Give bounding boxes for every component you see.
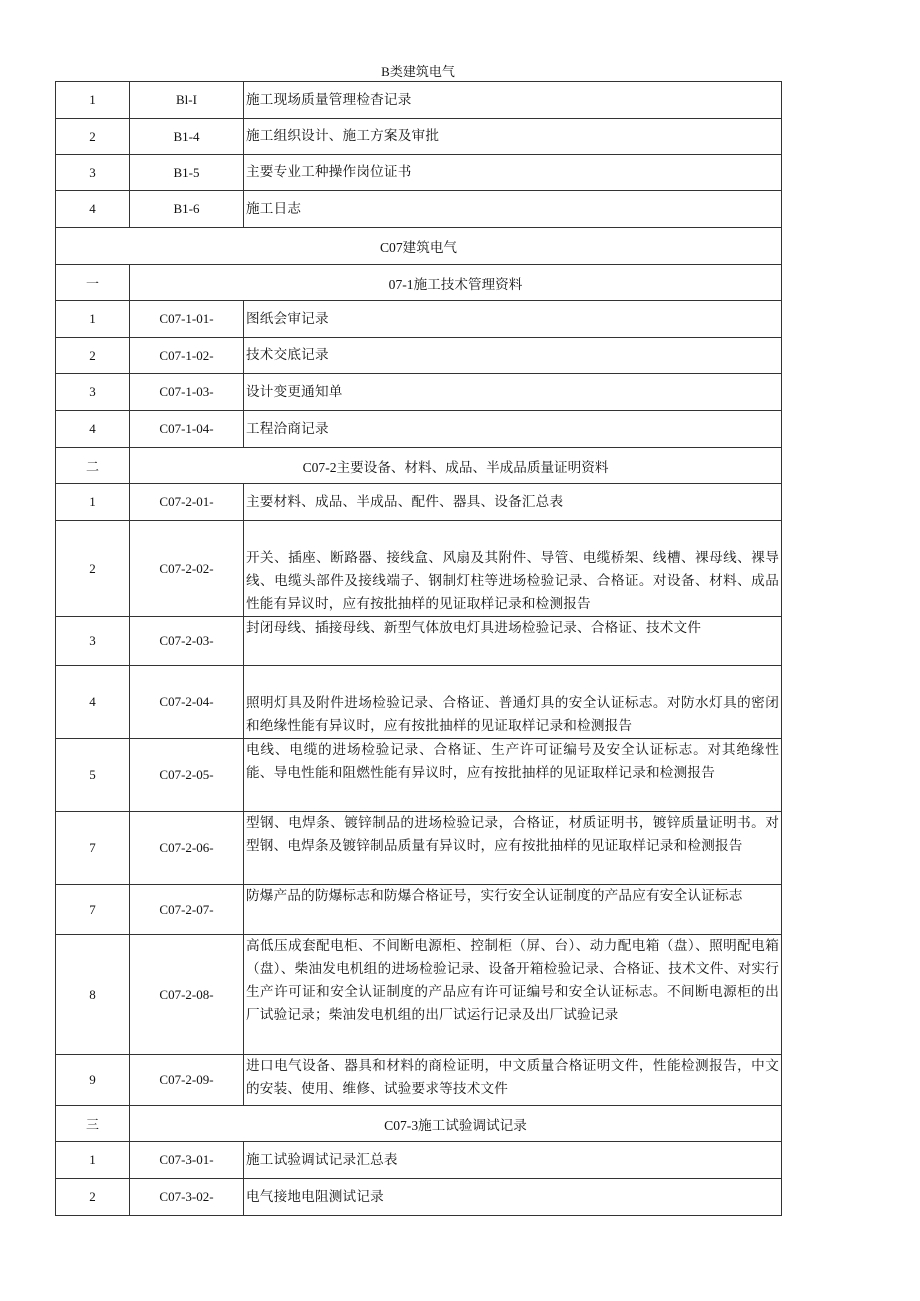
row-number: 7 — [56, 812, 130, 885]
row-code: C07-1-04- — [130, 411, 244, 448]
row-description: 照明灯具及附件进场检验记录、合格证、普通灯具的安全认证标志。对防水灯具的密闭和绝缘性能有异议时，应有按批抽样的见证取样记录和检测报告 — [244, 666, 782, 739]
table-row — [56, 411, 782, 448]
row-description: 进口电气设备、器具和材料的商检证明，中文质量合格证明文件，性能检测报告，中文的安装、使用、维修、试验要求等技术文件 — [244, 1055, 782, 1106]
row-description: 高低压成套配电柜、不间断电源柜、控制柜（屏、台）、动力配电箱（盘）、照明配电箱（盘）、柴油发电机组的进场检验记录、设备开箱检验记录、合格证、技术文件、对实行生产许可证和安全认证制度的产品应有许可证编号和安全认证标志。不间断电源柜的出厂试验记录；柴油发电机组的出厂试运行记录及出厂试验记录 — [244, 935, 782, 1055]
table-row — [56, 1179, 782, 1216]
row-code: C07-1-03- — [130, 374, 244, 411]
row-number: 3 — [56, 374, 130, 411]
table-row — [56, 617, 782, 666]
row-number: 1 — [56, 484, 130, 521]
row-code: C07-1-02- — [130, 338, 244, 374]
row-code: C07-2-05- — [130, 739, 244, 812]
row-description: 图纸会审记录 — [244, 301, 782, 338]
row-number: 1 — [56, 301, 130, 338]
row-description: 施工日志 — [244, 191, 782, 228]
row-code: C07-3-01- — [130, 1142, 244, 1179]
table-row — [56, 666, 782, 739]
section-number: 三 — [56, 1106, 130, 1142]
row-description: 主要专业工种操作岗位证书 — [244, 155, 782, 191]
row-code: C07-2-02- — [130, 521, 244, 617]
row-code: C07-2-08- — [130, 935, 244, 1055]
row-number: 1 — [56, 1142, 130, 1179]
row-number: 1 — [56, 82, 130, 119]
row-code: C07-2-07- — [130, 885, 244, 935]
row-number: 4 — [56, 191, 130, 228]
table-row — [56, 82, 782, 119]
table-row — [56, 739, 782, 812]
row-number: 2 — [56, 1179, 130, 1216]
section-title: C07-3施工试验调试记录 — [130, 1106, 782, 1142]
row-description: 施工组织设计、施工方案及审批 — [244, 119, 782, 155]
table-row — [56, 338, 782, 374]
row-number: 5 — [56, 739, 130, 812]
category-heading-row — [56, 228, 782, 265]
table-row — [56, 301, 782, 338]
table-row — [56, 191, 782, 228]
row-description: 封闭母线、插接母线、新型气体放电灯具进场检验记录、合格证、技术文件 — [244, 617, 782, 666]
section-heading-row — [56, 448, 782, 484]
row-description: 电气接地电阻测试记录 — [244, 1179, 782, 1216]
page-title: B类建筑电气 — [381, 64, 455, 79]
row-description: 主要材料、成品、半成品、配件、器具、设备汇总表 — [244, 484, 782, 521]
row-number: 9 — [56, 1055, 130, 1106]
row-number: 2 — [56, 521, 130, 617]
row-description: 型钢、电焊条、镀锌制品的进场检验记录，合格证，材质证明书，镀锌质量证明书。对型钢、电焊条及镀锌制品质量有异议时，应有按批抽样的见证取样记录和检测报告 — [244, 812, 782, 885]
row-number: 3 — [56, 617, 130, 666]
row-code: C07-2-03- — [130, 617, 244, 666]
row-description: 电线、电缆的进场检验记录、合格证、生产许可证编号及安全认证标志。对其绝缘性能、导电性能和阻燃性能有异议时，应有按批抽样的见证取样记录和检测报告 — [244, 739, 782, 812]
row-number: 2 — [56, 119, 130, 155]
row-number: 7 — [56, 885, 130, 935]
row-description: 施工试验调试记录汇总表 — [244, 1142, 782, 1179]
records-table — [55, 81, 782, 1216]
c07-title: C07建筑电气 — [56, 228, 782, 265]
row-description: 技术交底记录 — [244, 338, 782, 374]
row-description: 开关、插座、断路器、接线盒、风扇及其附件、导管、电缆桥架、线槽、裸母线、裸导线、电缆头部件及接线端子、钢制灯柱等进场检验记录、合格证。对设备、材料、成品性能有异议时，应有按批抽样的见证取样记录和检测报告 — [244, 521, 782, 617]
row-code: B1-5 — [130, 155, 244, 191]
table-row — [56, 1142, 782, 1179]
table-row — [56, 812, 782, 885]
table-row — [56, 155, 782, 191]
row-code: C07-2-06- — [130, 812, 244, 885]
section-heading-row — [56, 1106, 782, 1142]
row-number: 2 — [56, 338, 130, 374]
table-row — [56, 521, 782, 617]
section-title: C07-2主要设备、材料、成品、半成品质量证明资料 — [130, 448, 782, 484]
row-code: Bl-I — [130, 82, 244, 119]
section-title: 07-1施工技术管理资料 — [130, 265, 782, 301]
row-number: 4 — [56, 666, 130, 739]
table-row — [56, 119, 782, 155]
row-code: C07-2-09- — [130, 1055, 244, 1106]
table-row — [56, 1055, 782, 1106]
section-number: 二 — [56, 448, 130, 484]
table-row — [56, 885, 782, 935]
section-heading-row — [56, 265, 782, 301]
row-description: 设计变更通知单 — [244, 374, 782, 411]
row-number: 3 — [56, 155, 130, 191]
row-number: 8 — [56, 935, 130, 1055]
row-code: C07-2-01- — [130, 484, 244, 521]
row-description: 施工现场质量管理检杳记录 — [244, 82, 782, 119]
table-row — [56, 374, 782, 411]
row-code: C07-3-02- — [130, 1179, 244, 1216]
row-code: C07-1-01- — [130, 301, 244, 338]
section-number: 一 — [56, 265, 130, 301]
table-row — [56, 484, 782, 521]
row-code: B1-4 — [130, 119, 244, 155]
table-row — [56, 935, 782, 1055]
row-description: 防爆产品的防爆标志和防爆合格证号，实行安全认证制度的产品应有安全认证标志 — [244, 885, 782, 935]
row-description: 工程洽商记录 — [244, 411, 782, 448]
row-code: B1-6 — [130, 191, 244, 228]
row-code: C07-2-04- — [130, 666, 244, 739]
row-number: 4 — [56, 411, 130, 448]
document-page — [55, 58, 781, 1216]
